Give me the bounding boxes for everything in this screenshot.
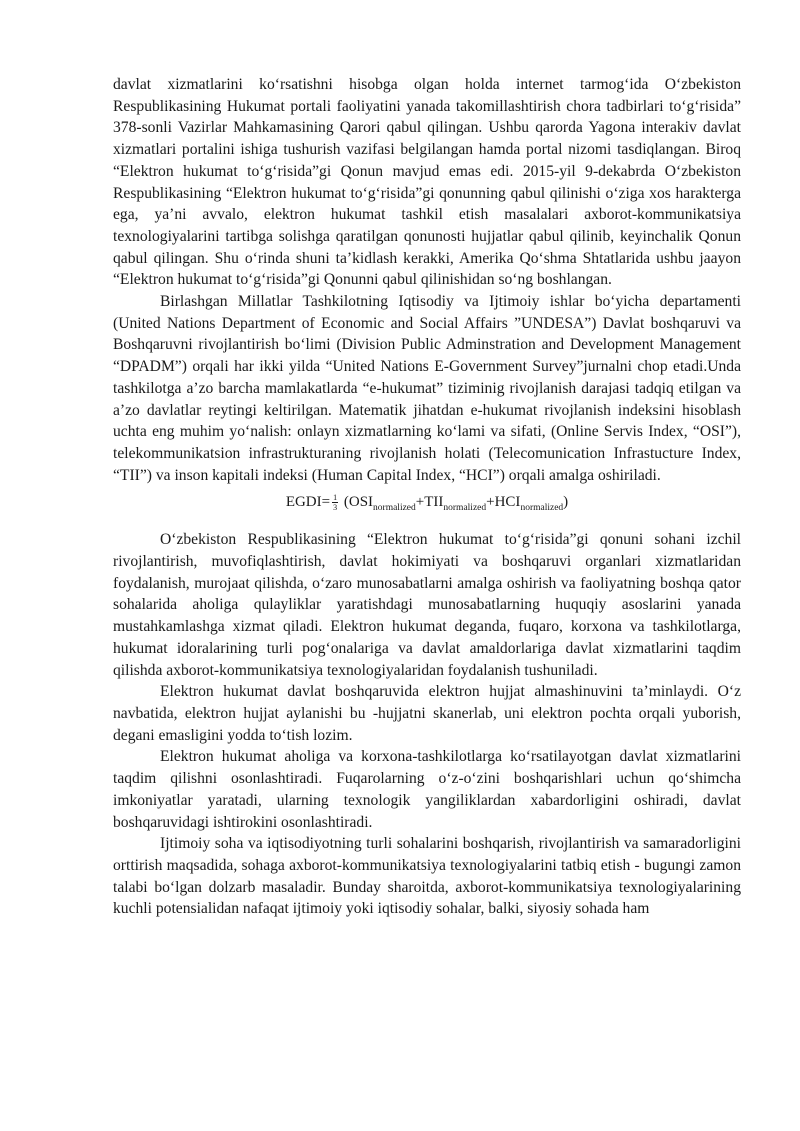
formula-term-hci: HCI [494,494,521,511]
formula-open-paren: ( [343,494,349,511]
paragraph-3: O‘zbekiston Respublikasining “Elektron hukumat to‘g‘risida”gi qonuni sohani izchil rivojlantirish, muvofiqlashtirish, davlat hokimiyati va boshqaruvi organlari xizmatlaridan foydalanish, murojaat qilishda, o‘zaro munosabatlarni amalga oshirish va faoliyatning boshqa qator sohalarida aholiga qulayliklar yaratishdagi munosabatlarning huquqiy asoslarini yanada mustahkamlashga xizmat qiladi. Elektron hukumat deganda, fuqaro, korxona va tashkilotlarga, hukumat idoralarining turli pog‘onalariga va davlat amaldorlariga davlat xizmatlarini taqdim qilishda axborot-kommunikatsiya texnologiyalaridan foydalanish tushuniladi. [113,531,741,679]
formula-sub-tii: normalized [443,503,487,514]
egdi-formula [113,489,741,521]
formula-plus-1: + [415,494,425,511]
formula-close-paren: ) [563,494,569,511]
formula-sub-hci: normalized [520,503,564,514]
paragraph-4: Elektron hukumat davlat boshqaruvida elektron hujjat almashinuvini ta’minlaydi. O‘z navbatida, elektron hujjat aylanishi bu -hujjatni skanerlab, uni elektron pochta orqali yuborish, degani emasligini yodda to‘tish lozim. [113,683,741,744]
formula-fraction-numerator: 1 [333,493,338,503]
formula-plus-2: + [486,494,495,511]
formula-lhs: EGDI= [285,494,331,511]
paragraph-2: Birlashgan Millatlar Tashkilotning Iqtisodiy va Ijtimoiy ishlar bo‘yicha departamenti (United Nations Department of Economic and Social Affairs ”UNDESA”) Davlat boshqaruvi va Boshqaruvni rivojlantirish bo‘limi (Division Public Adminstration and Development Management “DPADM”) orqali har ikki yilda “United Nations E-Government Survey”jurnalni chop etadi.Unda tashkilotga a’zo barcha mamlakatlarda “e-hukumat” tiziminig rivojlanish darajasi tadqiq etilgan va a’zo davlatlar reytingi keltirilgan. Matematik jihatdan e-hukumat rivojlanish indeksini hisoblash uchta eng muhim yo‘nalish: onlayn xizmatlarning ko‘lami va sifati, (Online Servis Index, “OSI”), telekommunikatsion infrastrukturaning rivojlanish holati (Telecomunication Infrastucture Index, “TII”) va inson kapitali indeksi (Human Capital Index, “HCI”) orqali amalga oshiriladi. [113,293,741,484]
formula-term-tii: TII [424,494,444,511]
formula-sub-osi: normalized [373,503,416,514]
paragraph-6: Ijtimoiy soha va iqtisodiyotning turli sohalarini boshqarish, rivojlantirish va samaradorligini orttirish maqsadida, sohaga axborot-kommunikatsiya texnologiyalarini tatbiq etish - bugungi zamon talabi bo‘lgan dolzarb masaladir. Bunday sharoitda, axborot-kommunikatsiya texnologiyalarining kuchli potensialidan nafaqat ijtimoiy yoki iqtisodiy sohalar, balki, siyosiy sohada ham [113,835,741,918]
paragraph-1: davlat xizmatlarini ko‘rsatishni hisobga olgan holda internet tarmog‘ida O‘zbekiston Respublikasining Hukumat portali faoliyatini yanada takomillashtirish chora tadbirlari to‘g‘risida” 378-sonli Vazirlar Mahkamasining Qarori qabul qilingan. Ushbu qarorda Yagona interakiv davlat xizmatlari portalini ishiga tushurish vazifasi belgilangan hamda portal nizomi tasdiqlangan. Biroq “Elektron hukumat to‘g‘risida”gi Qonun mavjud emas edi. 2015-yil 9-dekabrda O‘zbekiston Respublikasining “Elektron hukumat to‘g‘risida”gi qonunning qabul qilinishi o‘ziga xos harakterga ega, ya’ni avvalo, elektron hukumat tashkil etish masalalari axborot-kommunikatsiya texnologiyalarini tartibga solishga qaratilgan qonunosti hujjatlar qabul qilinib, keyinchalik Qonun qabul qilingan. Shu o‘rinda shuni ta’kidlash kerakki, Amerika Qo‘shma Shtatlarida ushbu jaayon “Elektron hukumat to‘g‘risida”gi Qonunni qabul qilinishidan so‘ng boshlangan. [113,76,741,289]
formula-term-osi: OSI [348,494,374,511]
formula-fraction [332,493,338,512]
document-body [113,74,741,920]
paragraph-5: Elektron hukumat aholiga va korxona-tashkilotlarga ko‘rsatilayotgan davlat xizmatlarini taqdim qilishni osonlashtiradi. Fuqarolarning o‘z-o‘zini boshqarishlari uchun qo‘shimcha imkoniyatlar yaratadi, ularning texnologik yangiliklardan xabardorligini oshiradi, davlat boshqaruvidagi ishtirokini osonlashtiradi. [113,748,741,831]
formula-fraction-denominator: 3 [333,503,338,513]
